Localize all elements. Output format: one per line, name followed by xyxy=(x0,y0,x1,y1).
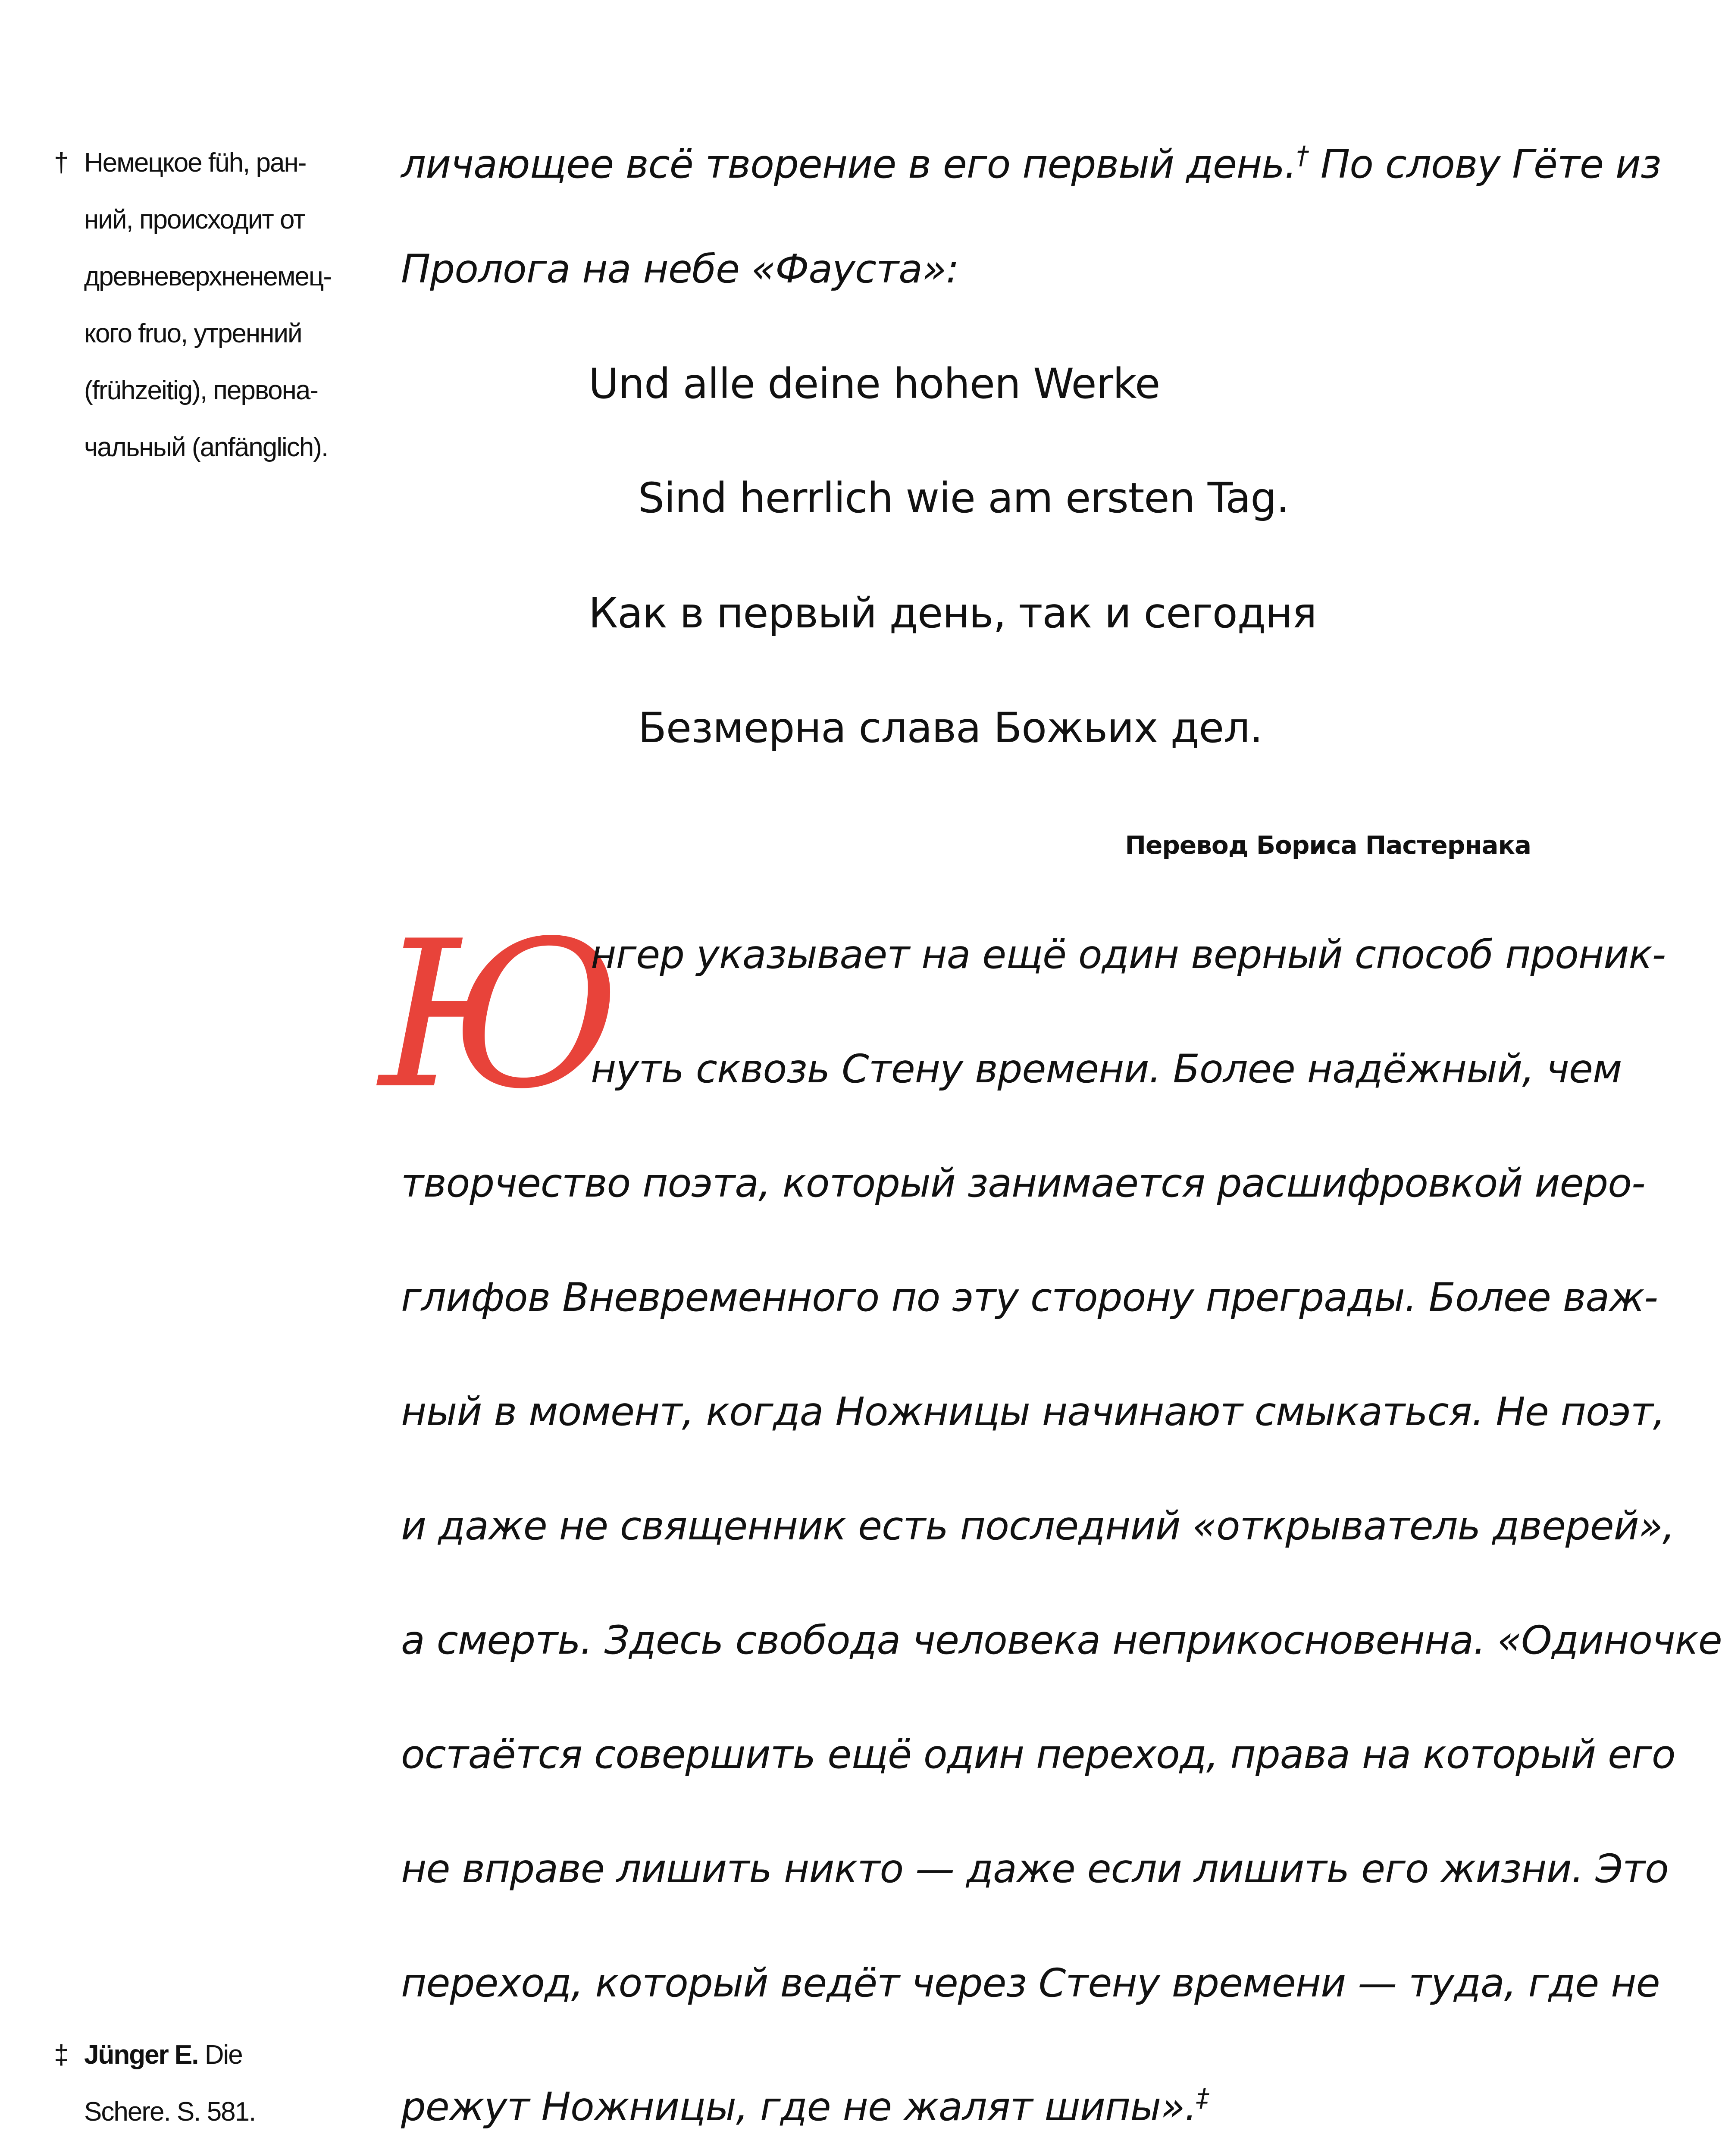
poem-line: Und alle deine hohen Werke xyxy=(589,360,1160,408)
sidenote-double-dagger xyxy=(54,2027,364,2140)
footnote-mark-dagger: † xyxy=(1296,141,1309,170)
poem-line: Безмерна слава Божьих дел. xyxy=(638,704,1263,752)
sidenote-line: Schere. S. 581. xyxy=(84,2097,256,2127)
paragraph-line: и даже не священник есть последний «открыватель дверей», xyxy=(401,1504,1675,1549)
intro-line-2: Пролога на небе «Фауста»: xyxy=(401,247,959,292)
paragraph-line: переход, который ведёт через Стену времени — туда, где не xyxy=(401,1961,1660,2006)
poem-line: Как в первый день, так и сегодня xyxy=(589,589,1317,637)
paragraph-line: ный в момент, когда Ножницы начинают смыкаться. Не поэт, xyxy=(401,1389,1665,1435)
paragraph-line: нуть сквозь Стену времени. Более надёжный, чем xyxy=(591,1047,1622,1092)
sidenote-line: ний, происходит от xyxy=(84,205,305,235)
drop-cap: Ю xyxy=(379,897,617,1133)
paragraph-line: остаётся совершить ещё один переход, права на который его xyxy=(401,1732,1675,1777)
paragraph-line: нгер указывает на ещё один верный способ проник- xyxy=(591,932,1666,978)
dagger-mark: † xyxy=(54,148,68,178)
paragraph-line: творчество поэта, который занимается расшифровкой иеро- xyxy=(401,1161,1645,1206)
sidenote-dagger xyxy=(54,135,364,476)
sidenote-line: древневерхненемец- xyxy=(84,262,332,291)
intro-text-end: По слову Гёте из xyxy=(1308,142,1661,187)
last-line-text: режут Ножницы, где не жалят шипы». xyxy=(401,2084,1197,2130)
double-dagger-mark: ‡ xyxy=(54,2040,68,2070)
paragraph-line: не вправе лишить никто — даже если лишить его жизни. Это xyxy=(401,1846,1669,1892)
sidenote-line: Jünger E. Die xyxy=(84,2040,242,2070)
intro-text: личающее всё творение в его первый день. xyxy=(401,142,1296,187)
sidenote-line: кого fruo, утренний xyxy=(84,319,302,348)
footnote-mark-double-dagger: ‡ xyxy=(1196,2083,1209,2112)
paragraph-line: а смерть. Здесь свобода человека неприкосновенна. «Одиночке xyxy=(401,1618,1722,1663)
poem-line: Sind herrlich wie am ersten Tag. xyxy=(638,474,1289,522)
intro-line-1 xyxy=(401,129,1661,191)
sidenote-author: Jünger E. xyxy=(84,2040,198,2070)
paragraph-last-line xyxy=(401,2072,1531,2133)
sidenote-line: Немецкое füh, ран- xyxy=(84,148,306,178)
sidenote-line: чальный (anfänglich). xyxy=(84,432,328,462)
paragraph-line: глифов Вневременного по эту сторону преграды. Более важ- xyxy=(401,1275,1658,1320)
sidenote-line: (frühzeitig), первона- xyxy=(84,376,318,405)
translation-credit: Перевод Бориса Пастернака xyxy=(1125,830,1531,860)
